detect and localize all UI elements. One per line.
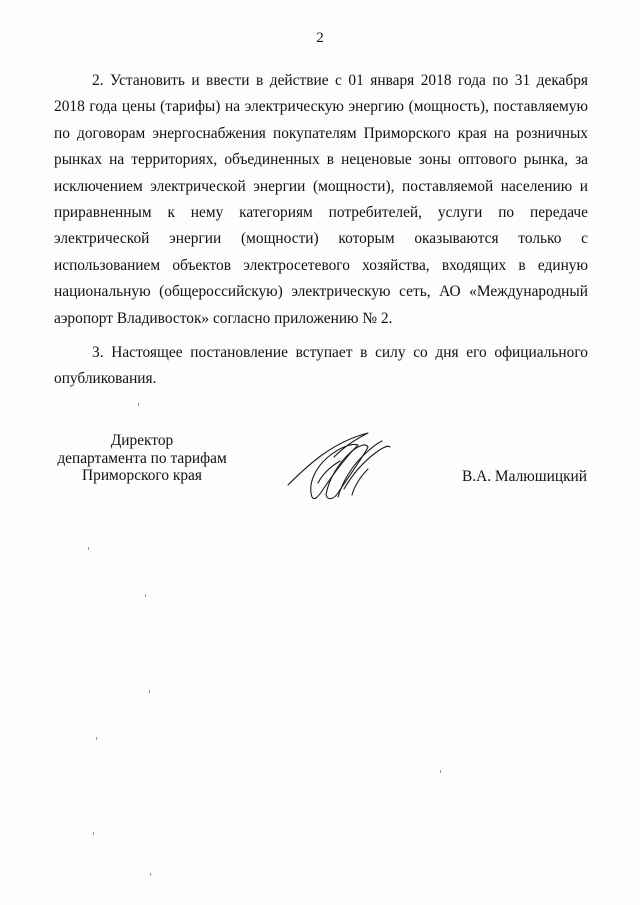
scan-speck [150,873,151,876]
page-number: 2 [316,30,324,46]
scan-speck [440,770,441,773]
signatory-title [52,432,232,485]
signatory-title-line: Приморского края [82,467,202,484]
paragraph-2: 2. Установить и ввести в действие с 01 января 2018 года по 31 декабря 2018 года цены (тарифы) на электрическую энергию (мощность), поставляемую по договорам энергоснабжения покупателям Приморского края на розничных рынках на территориях, объединенных в неценовые зоны оптового рынка, за исключением электрической энергии (мощности), поставляемой населению и приравненным к нему категориям потребителей, услуги по передаче электрической энергии (мощности) которым оказываются только с использованием объектов электросетевого хозяйства, входящих в единую национальную (общероссийскую) электрическую сеть, АО «Международный аэропорт Владивосток» согласно приложению № 2. [54,72,588,327]
scan-speck [149,690,150,693]
scan-speck [138,403,139,406]
scan-speck [93,832,94,835]
signatory-title-line: департамента по тарифам [57,449,227,467]
scan-speck [88,547,89,550]
paragraph-3: 3. Настоящее постановление вступает в силу со дня его официального опубликования. [54,344,588,388]
document-body [54,68,588,401]
signer-name: В.А. Малюшицкий [462,468,588,485]
scan-speck [96,737,97,740]
signatory-title-line: Директор [110,432,174,449]
scan-speck [145,594,146,597]
handwritten-signature [282,425,394,511]
